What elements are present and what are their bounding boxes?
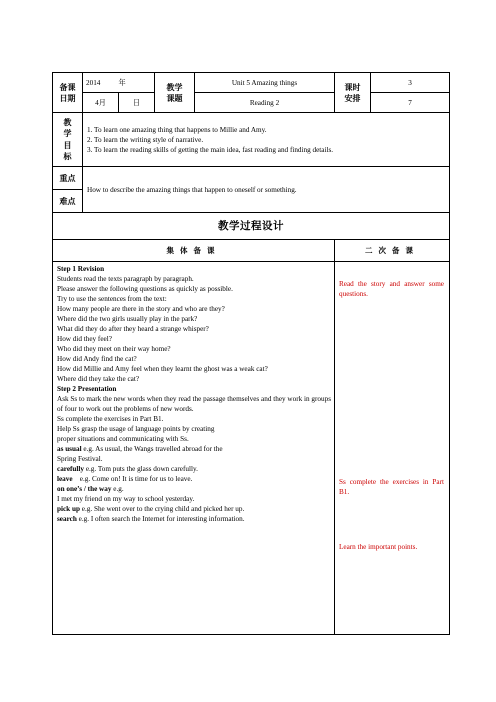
day-unit-cell: 日 <box>119 93 155 113</box>
unit-title: Unit 5 Amazing things <box>195 73 335 93</box>
main-column-header: 集体备课 <box>53 240 335 262</box>
lesson-plan-page <box>52 72 449 635</box>
content-line: Spring Festival. <box>57 455 103 463</box>
content-line <box>57 504 331 514</box>
content-line: proper situations and communicating with Ss. <box>57 435 189 443</box>
content-line: How did they feel? <box>57 335 112 343</box>
side-note-1: Read the story and answer some questions. <box>339 280 444 298</box>
content-line: Please answer the following questions as quickly as possible. <box>57 285 233 293</box>
content-line: What did they do after they heard a strange whisper? <box>57 325 209 333</box>
keyword-example: e.g. She went over to the crying child and picked her up. <box>79 505 245 513</box>
keyword: search <box>57 515 77 523</box>
keyword-example: e.g. Tom puts the glass down carefully. <box>84 465 198 473</box>
keyword: pick up <box>57 505 80 513</box>
content-line <box>57 464 331 474</box>
keyword-example: e.g. I often search the Internet for interesting information. <box>76 515 245 523</box>
content-line: Ss complete the exercises in Part B1. <box>57 415 164 423</box>
keyword-example: e.g. <box>111 485 124 493</box>
topic-label: 教学 课题 <box>155 73 195 113</box>
keyword-example: e.g. Come on! It is time for us to leave. <box>72 475 193 483</box>
key-point-text: How to describe the amazing things that happen to oneself or something. <box>83 167 450 213</box>
keyword: leave <box>57 475 73 483</box>
year-cell: 2014 <box>83 73 119 93</box>
objective-item: 3. To learn the reading skills of getting the main idea, fast reading and finding details. <box>87 145 334 154</box>
keyword: as usual <box>57 445 82 453</box>
period-number: 7 <box>371 93 450 113</box>
side-note-2: Ss complete the exercises in Part B1. <box>339 478 444 496</box>
difficult-point-label: 难点 <box>53 190 83 213</box>
step-heading: Step 1 Revision <box>57 265 105 273</box>
keyword: carefully <box>57 465 85 473</box>
objectives-list <box>83 113 450 167</box>
lesson-title: Reading 2 <box>195 93 335 113</box>
content-line: How did Millie and Amy feel when they learnt the ghost was a weak cat? <box>57 365 268 373</box>
main-lines <box>57 264 331 524</box>
content-line: I met my friend on my way to school yesterday. <box>57 495 195 503</box>
content-line: Try to use the sentences from the text: <box>57 295 167 303</box>
content-line: Who did they meet on their way home? <box>57 345 171 353</box>
content-line <box>57 444 331 454</box>
key-point-label: 重点 <box>53 167 83 190</box>
content-line <box>57 474 331 484</box>
date-label: 备课 日期 <box>53 73 83 113</box>
step-heading: Step 2 Presentation <box>57 385 117 393</box>
main-content <box>53 262 335 635</box>
content-line <box>57 514 331 524</box>
objective-item: 1. To learn one amazing thing that happens to Millie and Amy. <box>87 125 267 134</box>
content-line <box>57 484 331 494</box>
content-line: Students read the texts paragraph by paragraph. <box>57 275 194 283</box>
objectives-label: 教 学 目 标 <box>53 113 83 167</box>
content-line: How did Andy find the cat? <box>57 355 137 363</box>
month-cell: 4月 <box>83 93 119 113</box>
content-line: Help Ss grasp the usage of language points by creating <box>57 425 215 433</box>
lesson-plan-table <box>52 72 450 635</box>
side-notes <box>335 262 450 635</box>
process-title: 教学过程设计 <box>53 213 450 240</box>
period-label: 课时 安排 <box>335 73 371 113</box>
objective-item: 2. To learn the writing style of narrative. <box>87 135 204 144</box>
keyword: on one’s / the way <box>57 485 112 493</box>
content-line: Ask Ss to mark the new words when they read the passage themselves and they work in groups of four to work out the problems of new words. <box>57 395 331 413</box>
keyword-example: e.g. As usual, the Wangs travelled abroad for the <box>81 445 223 453</box>
year-unit-cell: 年 <box>119 73 155 93</box>
side-column-header: 二次备课 <box>335 240 450 262</box>
content-line: How many people are there in the story and who are they? <box>57 305 225 313</box>
content-line: Where did the two girls usually play in the park? <box>57 315 198 323</box>
content-line: Where did they take the cat? <box>57 375 140 383</box>
period-total: 3 <box>371 73 450 93</box>
side-note-3: Learn the important points. <box>339 543 418 551</box>
